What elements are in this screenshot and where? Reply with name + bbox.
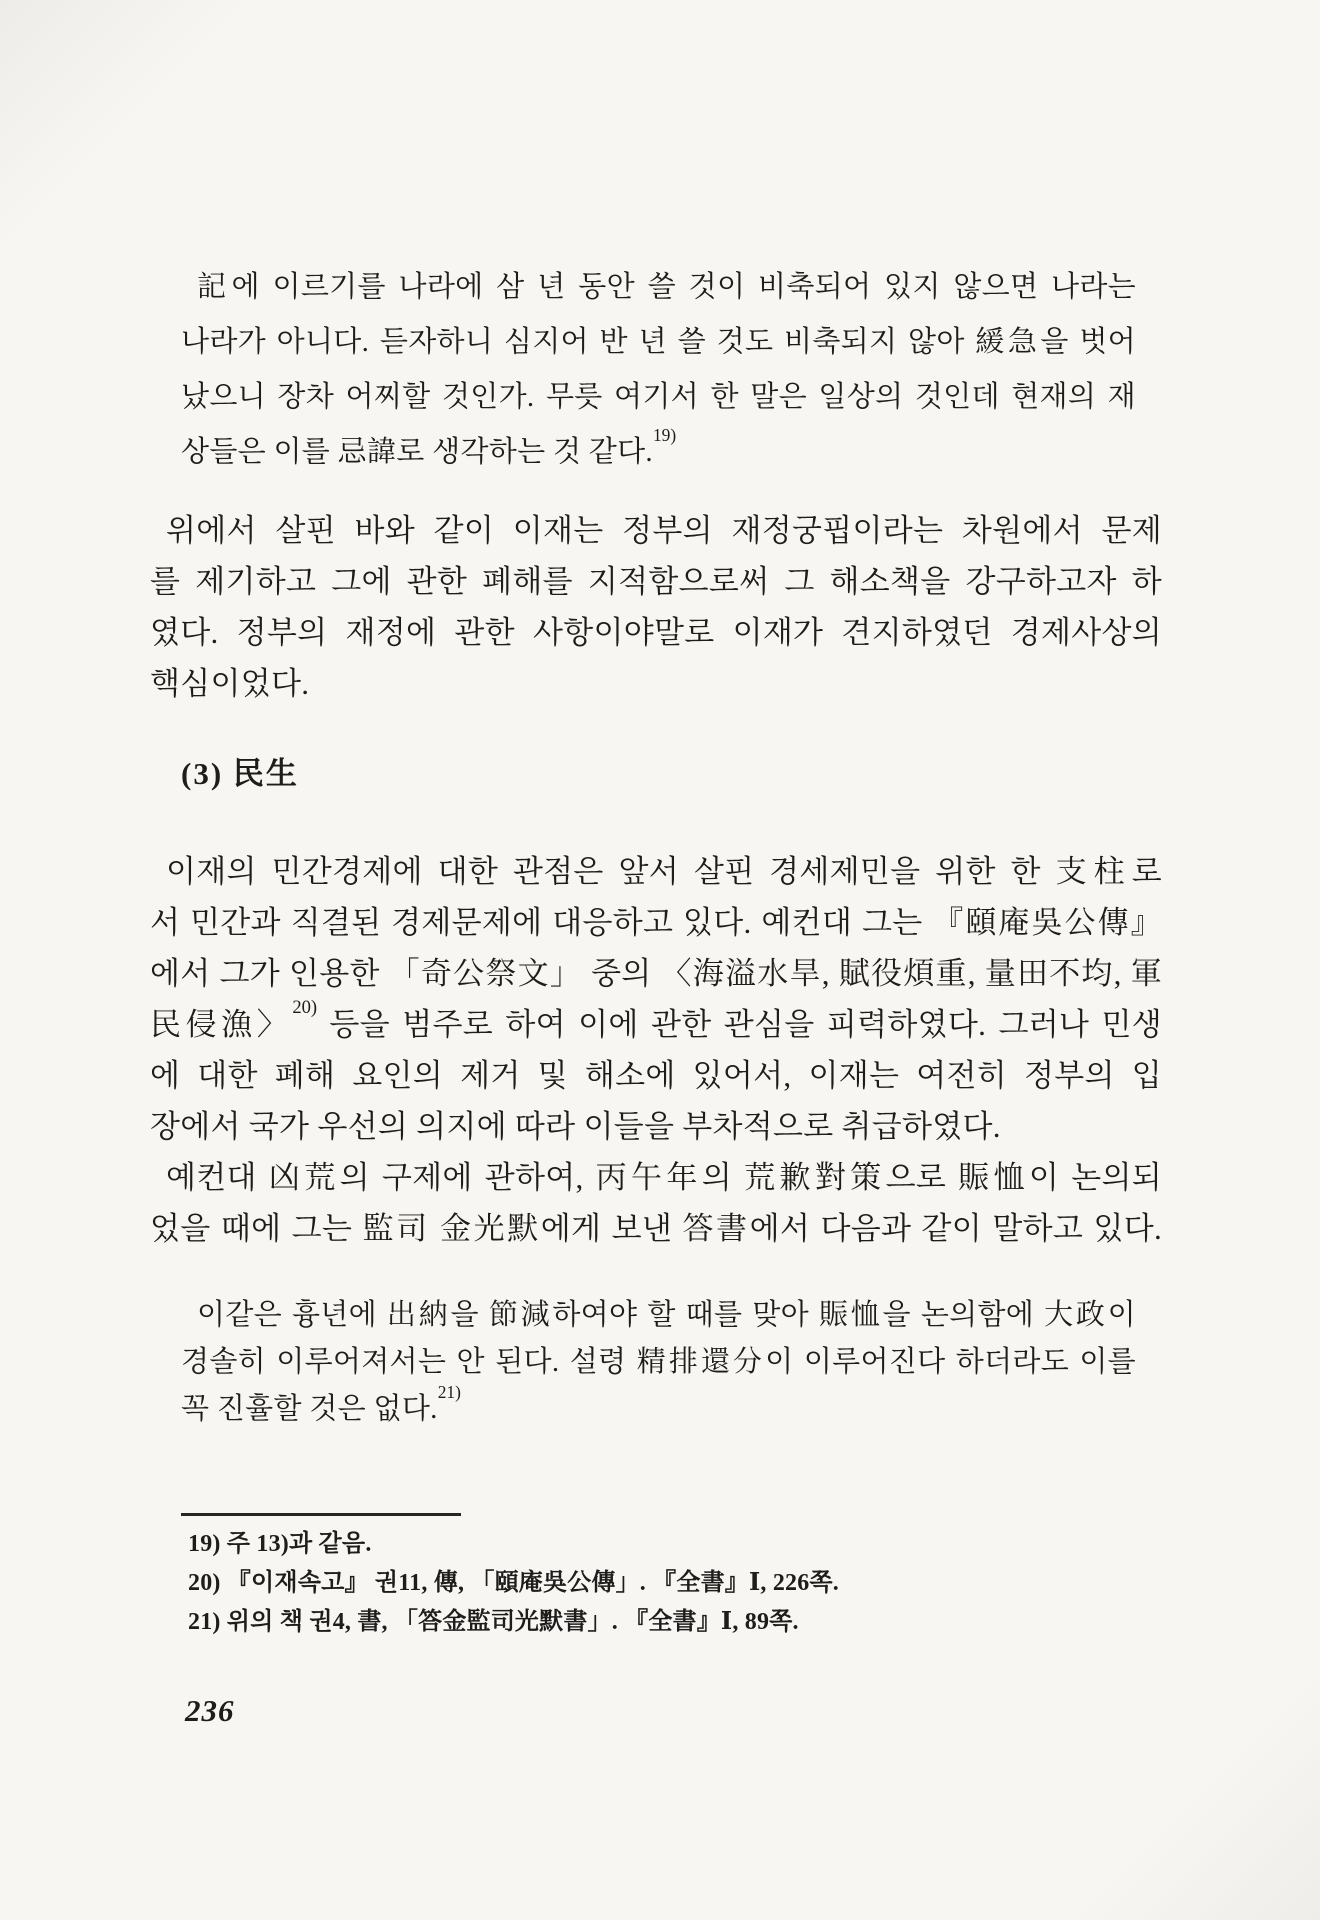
footnote-item: 20) 『이재속고』 권11, 傳, 「頤庵吳公傳」. 『全書』Ⅰ, 226쪽. — [188, 1570, 839, 1596]
text-line: 였다. 정부의 재정에 관한 사항이야말로 이재가 견지하였던 경제사상의 — [150, 615, 1162, 650]
quote-line: 상들은 이를 忌諱로 생각하는 것 같다.$^{19)}$ — [181, 424, 677, 468]
text-line: 핵심이었다. — [150, 666, 310, 701]
text-line: 民侵漁〉$^{20)}$ 등을 범주로 하여 이에 관한 관심을 피력하였다. 그러나 민생 — [150, 997, 1162, 1042]
paragraph-1 — [150, 505, 1162, 709]
text-line: 었을 때에 그는 監司 金光默에게 보낸 答書에서 다음과 같이 말하고 있다. — [150, 1211, 1162, 1246]
footnote-separator — [181, 1513, 461, 1516]
quote-line: 경솔히 이루어져서는 안 된다. 설령 精排還分이 이루어진다 하더라도 이를 — [181, 1346, 1136, 1378]
footnote-reference: 20) — [292, 997, 318, 1019]
text-line: 에 대한 폐해 요인의 제거 및 해소에 있어서, 이재는 여전히 정부의 입 — [150, 1058, 1162, 1093]
footnote-item: 21) 위의 책 권4, 書, 「答金監司光默書」. 『全書』Ⅰ, 89쪽. — [188, 1609, 799, 1635]
footnote-item: 19) 주 13)과 같음. — [188, 1531, 372, 1557]
quote-line: 났으니 장차 어찌할 것인가. 무릇 여기서 한 말은 일상의 것인데 현재의 재 — [181, 381, 1136, 413]
text-line: 장에서 국가 우선의 의지에 따라 이들을 부차적으로 취급하였다. — [150, 1109, 1001, 1144]
quote-line: 나라가 아니다. 듣자하니 심지어 반 년 쓸 것도 비축되지 않아 緩急을 벗어 — [181, 326, 1136, 358]
text-line: 이재의 민간경제에 대한 관점은 앞서 살핀 경세제민을 위한 한 支柱로 — [166, 854, 1162, 889]
footnote-reference: 19) — [652, 424, 677, 445]
page-number: 236 — [185, 1693, 235, 1728]
quote-line: 꼭 진휼할 것은 없다.$^{21)}$ — [181, 1381, 461, 1425]
quote-line: 이같은 흉년에 出納을 節減하여야 할 때를 맞아 賑恤을 논의함에 大政이 — [197, 1299, 1136, 1331]
text-line: 예컨대 凶荒의 구제에 관하여, 丙午年의 荒歉對策으로 賑恤이 논의되 — [166, 1160, 1162, 1195]
footnote-list — [188, 1525, 1162, 1642]
text-line: 에서 그가 인용한 「奇公祭文」 중의 〈海溢水旱, 賦役煩重, 量田不均, 軍 — [150, 956, 1162, 991]
quote-line: 記에 이르기를 나라에 삼 년 동안 쓸 것이 비축되어 있지 않으면 나라는 — [197, 271, 1136, 303]
blockquote-1 — [181, 260, 1136, 480]
blockquote-2 — [181, 1292, 1136, 1433]
section-heading: (3) 民生 — [181, 756, 299, 791]
paragraph-3 — [150, 1152, 1162, 1254]
footnote-reference: 21) — [437, 1381, 461, 1402]
paragraph-2 — [150, 846, 1162, 1152]
text-line: 서 민간과 직결된 경제문제에 대응하고 있다. 예컨대 그는 『頤庵吳公傳』 — [150, 905, 1162, 940]
text-line: 를 제기하고 그에 관한 폐해를 지적함으로써 그 해소책을 강구하고자 하 — [150, 564, 1162, 599]
page-content — [150, 260, 1162, 1642]
text-line: 위에서 살핀 바와 같이 이재는 정부의 재정궁핍이라는 차원에서 문제 — [166, 513, 1162, 548]
